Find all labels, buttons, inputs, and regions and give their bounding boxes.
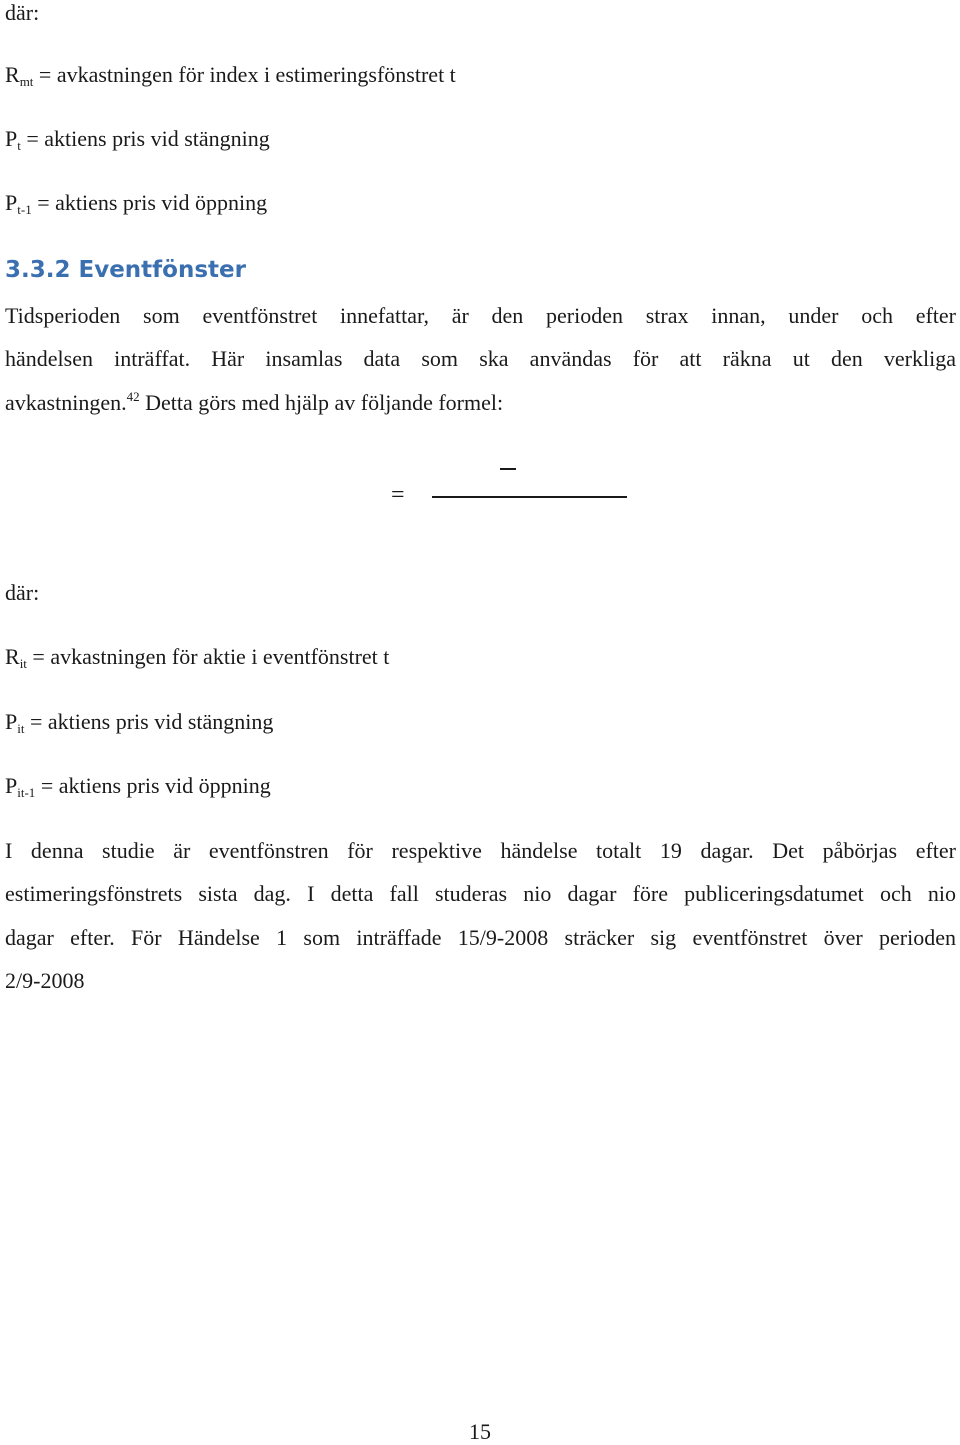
definition-text: = avkastningen för aktie i eventfönstret t	[26, 644, 390, 669]
definition-text: = aktiens pris vid öppning	[31, 190, 268, 215]
definition-text: = avkastningen för index i estimeringsfönstret t	[33, 62, 456, 87]
subscript-mt: mt	[19, 74, 34, 89]
subscript-t-1: t-1	[17, 202, 32, 217]
fraction-bar	[432, 496, 627, 498]
definition-pit1	[5, 773, 271, 799]
definition-pt1	[5, 190, 267, 216]
paragraph-1-line-3	[5, 390, 503, 416]
symbol-p: P	[5, 190, 18, 215]
definition-rmt	[5, 62, 456, 88]
definition-pt	[5, 126, 270, 152]
subscript-it: it	[19, 656, 27, 671]
paragraph-text: avkastningen.	[5, 390, 127, 415]
dar-label-2: där:	[5, 580, 40, 605]
footnote-marker[interactable]: 42	[126, 389, 140, 404]
symbol-r: R	[5, 644, 20, 669]
definition-text: = aktiens pris vid stängning	[20, 126, 270, 151]
paragraph-text: Detta görs med hjälp av följande formel:	[139, 390, 504, 415]
definition-text: = aktiens pris vid öppning	[35, 773, 271, 798]
formula-block	[0, 455, 960, 525]
subscript-it-1: it-1	[17, 785, 36, 800]
symbol-p: P	[5, 773, 18, 798]
symbol-r: R	[5, 62, 20, 87]
dar-label-1: där:	[5, 0, 40, 25]
paragraph-2-line-3: dagar efter. För Händelse 1 som inträffade 15/9-2008 sträcker sig eventfönstret över perioden	[5, 925, 956, 950]
section-heading: 3.3.2 Eventfönster	[5, 257, 246, 283]
symbol-p: P	[5, 126, 18, 151]
paragraph-2-line-4: 2/9-2008	[5, 968, 85, 993]
page-number: 15	[469, 1419, 491, 1444]
subscript-it: it	[17, 721, 25, 736]
subscript-t: t	[17, 138, 21, 153]
paragraph-2-line-2: estimeringsfönstrets sista dag. I detta fall studeras nio dagar före publiceringsdatumet och nio	[5, 881, 956, 906]
paragraph-2-line-1: I denna studie är eventfönstren för respektive händelse totalt 19 dagar. Det påbörjas efter	[5, 838, 956, 863]
paragraph-1-line-2: händelsen inträffat. Här insamlas data som ska användas för att räkna ut den verkliga	[5, 346, 956, 371]
paragraph-1-line-1: Tidsperioden som eventfönstret innefattar, är den perioden strax innan, under och efter	[5, 303, 956, 328]
definition-pit	[5, 709, 273, 735]
definition-text: = aktiens pris vid stängning	[24, 709, 274, 734]
symbol-p: P	[5, 709, 18, 734]
minus-sign	[500, 468, 516, 470]
equals-sign: =	[391, 482, 405, 508]
definition-rit	[5, 644, 389, 670]
